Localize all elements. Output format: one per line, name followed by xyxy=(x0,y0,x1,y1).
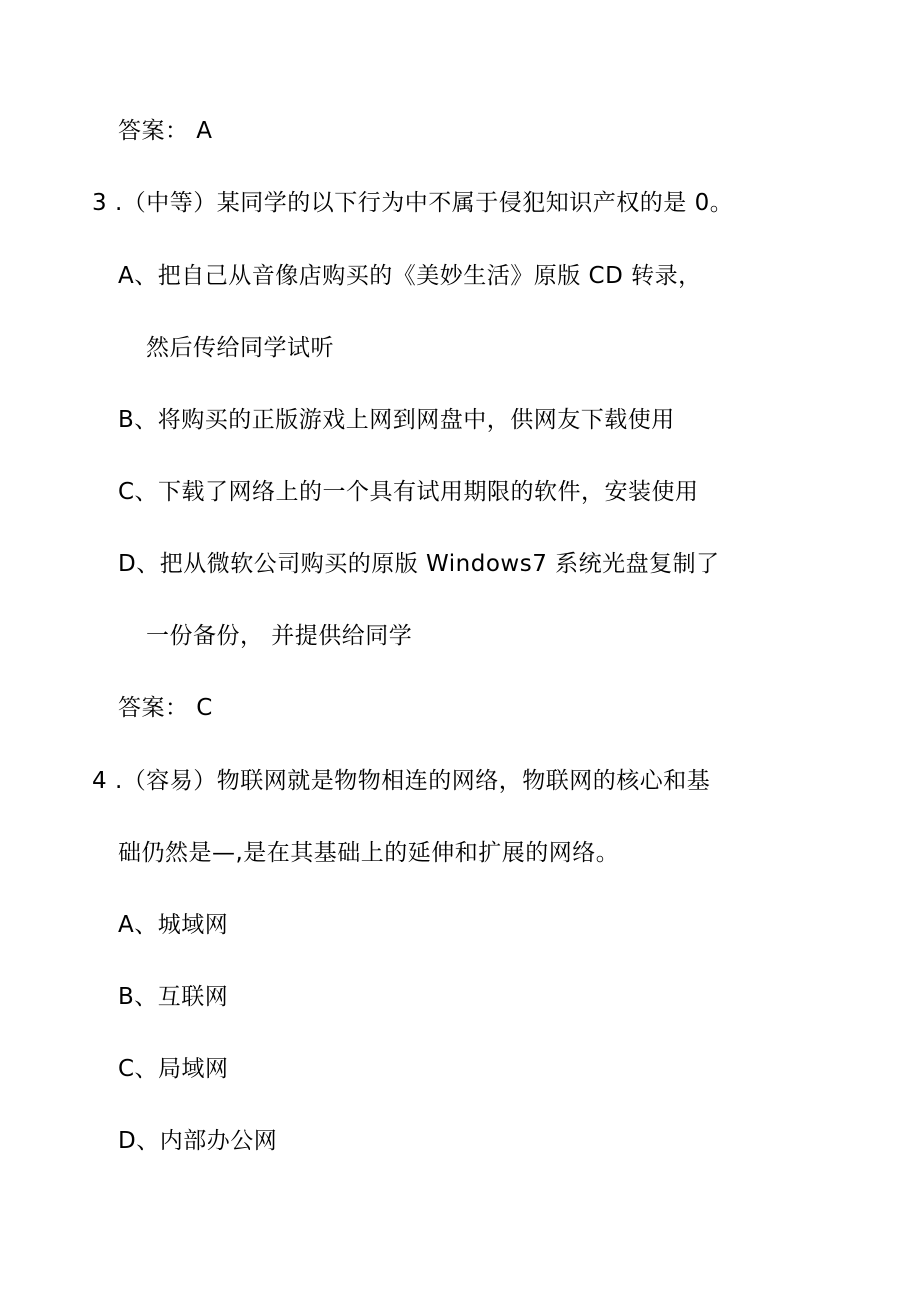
question-4-stem: 4 .（容易）物联网就是物物相连的网络，物联网的核心和基 xyxy=(92,768,711,794)
answer-label: 答案： C xyxy=(118,695,213,721)
answer-label: 答案： A xyxy=(118,118,213,144)
question-4-option-b: B、互联网 xyxy=(118,984,229,1010)
question-3-option-d: D、把从微软公司购买的原版 Windows7 系统光盘复制了 xyxy=(118,551,720,577)
question-3-stem: 3 .（中等）某同学的以下行为中不属于侵犯知识产权的是 0。 xyxy=(92,190,734,216)
question-3-option-d-continued: 一份备份， 并提供给同学 xyxy=(146,623,413,649)
question-3-option-b: B、将购买的正版游戏上网到网盘中，供网友下载使用 xyxy=(118,407,675,433)
question-4-option-d: D、内部办公网 xyxy=(118,1128,278,1154)
question-4-stem-continued: 础仍然是—,是在其基础上的延伸和扩展的网络。 xyxy=(118,840,620,866)
question-3-option-a: A、把自己从音像店购买的《美妙生活》原版 CD 转录， xyxy=(118,263,702,289)
question-3-option-a-continued: 然后传给同学试听 xyxy=(146,335,334,361)
question-4-option-c: C、局域网 xyxy=(118,1056,229,1082)
question-4-option-a: A、城域网 xyxy=(118,912,229,938)
question-3-option-c: C、下载了网络上的一个具有试用期限的软件，安装使用 xyxy=(118,479,699,505)
